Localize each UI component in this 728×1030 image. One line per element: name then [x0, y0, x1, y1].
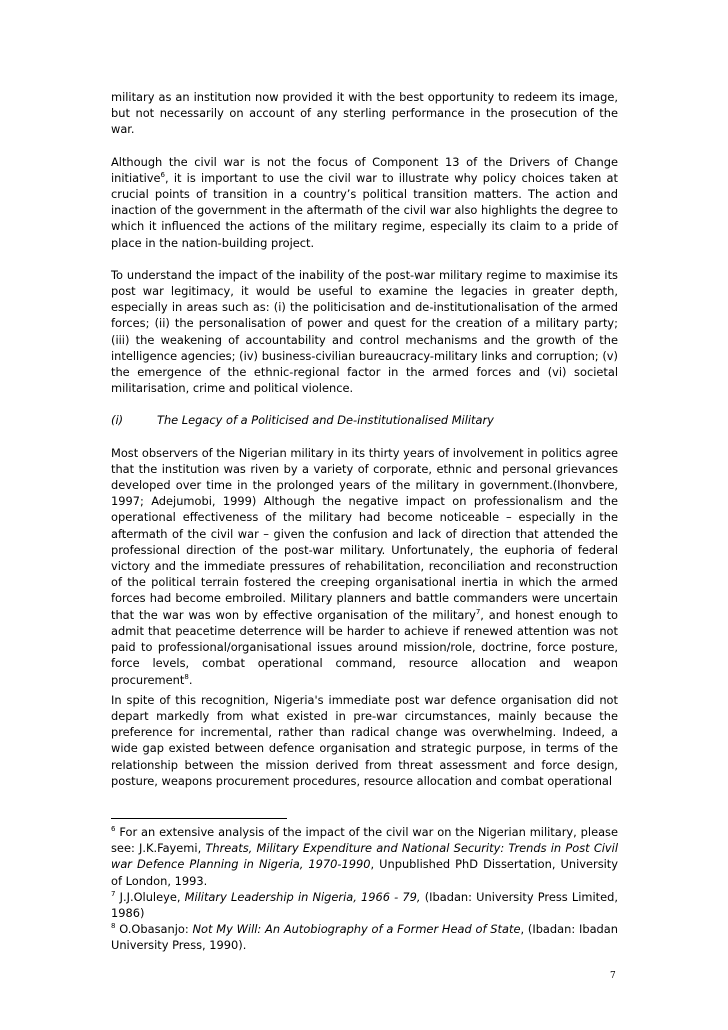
- paragraph-5: In spite of this recognition, Nigeria's immediate post war defence organisation did not depart markedly from what existed in pre-war circumstances, mainly because the preference for incremental, rather than radical change was overwhelming. Indeed, a wide gap existed between defence organisation and strategic purpose, in terms of the relationship between the mission derived from threat assessment and force design, posture, weapons procurement procedures, resource allocation and combat operational: [111, 692, 618, 788]
- paragraph-3: To understand the impact of the inability of the post-war military regime to maximise its post war legitimacy, it would be useful to examine the legacies in greater depth, especially in areas such as: (i) the politicisation and de-institutionalisation of the armed forces; (ii) the personalisation of power and quest for the creation of a military party; (iii) the weakening of accountability and control mechanisms and the growth of the intelligence agencies; (iv) business-civilian bureaucracy-military links and corruption; (v) the emergence of the ethnic-regional factor in the armed forces and (vi) societal militarisation, crime and political violence.: [111, 267, 618, 396]
- footnote-8: $^8$ O.Obasanjo: Not My Will: An Autobiography of a Former Head of State, (Ibadan: Ibadan University Press, 1990).: [111, 922, 618, 953]
- footnote-divider: [111, 818, 287, 819]
- footnote-6: $^6$ For an extensive analysis of the impact of the civil war on the Nigerian military, please see: J.K.Fayemi, Threats, Military Expenditure and National Security: Trends in Post Civil war Defence Planning in Nigeria, 1970-1990, Unpublished PhD Dissertation, University of London, 1993.: [111, 825, 619, 888]
- footnote-ref-6[interactable]: 6: [160, 170, 166, 179]
- footnote-7: $^7$ J.J.Oluleye, Military Leadership in Nigeria, 1966 - 79, (Ibadan: University Press Limited, 1986): [111, 889, 618, 921]
- section-heading: [111, 412, 618, 428]
- section-number: (i): [111, 413, 124, 428]
- body-text: [111, 89, 618, 789]
- footnote-ref-8[interactable]: 8: [184, 672, 189, 681]
- page-number: 7: [610, 971, 616, 981]
- paragraph-1: military as an institution now provided it with the best opportunity to redeem its image, but not necessarily on account of any sterling performance in the prosecution of the war.: [111, 90, 618, 137]
- paragraph-4: Most observers of the Nigerian military in its thirty years of involvement in politics agree that the institution was riven by a variety of corporate, ethnic and personal grievances developed over time in the prolonged years of the military in government.(Ihonvbere, 1997; Adejumobi, 1999) Although the negative impact on professionalism and the operational effectiveness of the military had become noticeable – especially in the aftermath of the civil war – given the confusion and lack of direction that attended the professional direction of the post-war military. Unfortunately, the euphoria of federal victory and the immediate pressures of rehabilitation, reconciliation and reconstruction of the political terrain fostered the creeping organisational inertia in which the armed forces had become embroiled. Military planners and battle commanders were uncertain that the war was won by effective organisation of the military$^7$, and honest enough to admit that peacetime deterrence will be harder to achieve if renewed attention was not paid to professional/organisational issues around mission/role, doctrine, force posture, force levels, combat operational command, resource allocation and weapon procurement$^8$.: [111, 445, 618, 687]
- paragraph-2: Although the civil war is not the focus of Component 13 of the Drivers of Change initiative$^6$, it is important to use the civil war to illustrate why policy choices taken at crucial points of transition in a country’s political transition matters. The action and inaction of the government in the aftermath of the civil war also highlights the degree to which it influenced the actions of the military regime, especially its claim to a pride of place in the nation-building project.: [111, 154, 618, 250]
- footnote-ref-7[interactable]: 7: [475, 607, 481, 616]
- footnotes: [111, 824, 618, 954]
- section-title: The Legacy of a Politicised and De-institutionalised Military: [157, 413, 494, 428]
